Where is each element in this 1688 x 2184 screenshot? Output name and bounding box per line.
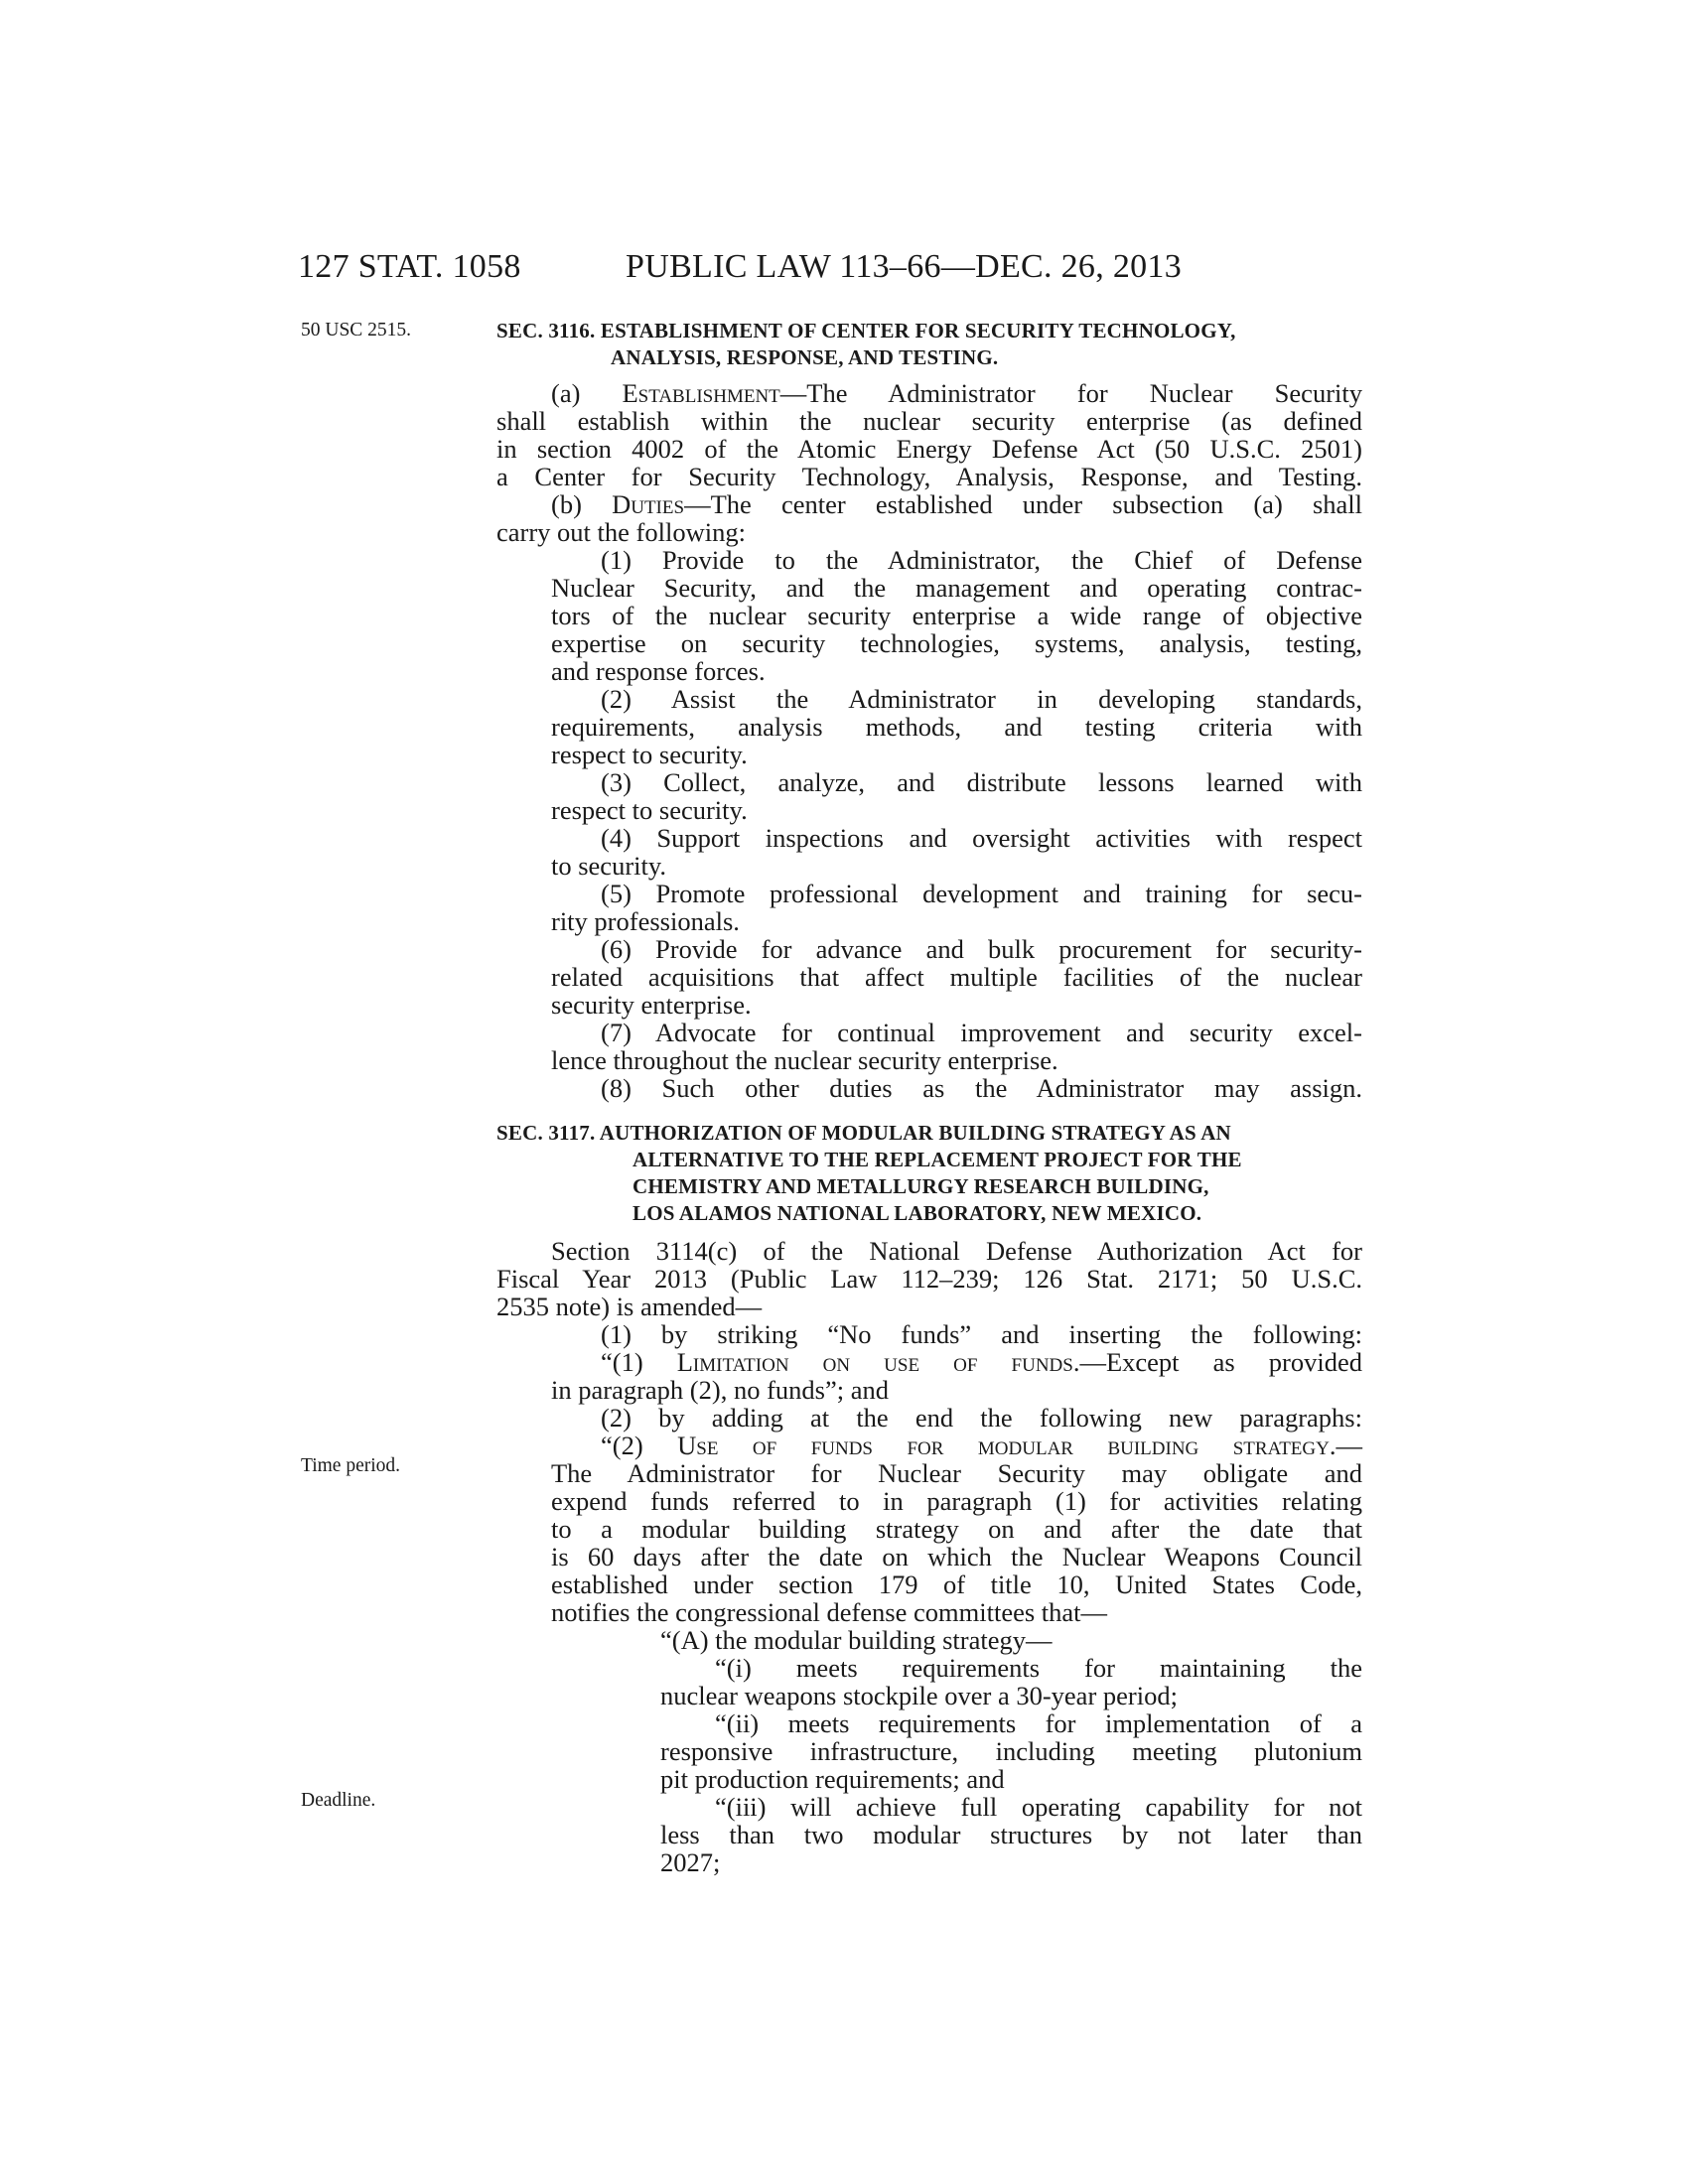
duty-line: (3) Collect, analyze, and distribute lessons learned with (601, 767, 1362, 797)
clause-line: responsive infrastructure, including meeting plutonium (660, 1736, 1362, 1766)
text-run: —The center established under subsection (a) shall (684, 489, 1363, 519)
clause-line: “(ii) meets requirements for implementation of a (715, 1708, 1362, 1738)
text-run: .— (1329, 1431, 1362, 1460)
subsection-prefix: (a) (551, 378, 623, 408)
running-head (298, 248, 1370, 288)
text-run: .—Except as provided (1072, 1347, 1362, 1377)
quoted-paragraph-line (496, 1432, 1362, 1459)
duty-line: (6) Provide for advance and bulk procurement for security- (601, 934, 1362, 964)
subsection-a-line (496, 379, 1362, 407)
clause-line: “(iii) will achieve full operating capability for not (715, 1792, 1362, 1822)
margin-note-usc: 50 USC 2515. (301, 320, 412, 341)
text-line: carry out the following: (496, 517, 746, 547)
duty-line: respect to security. (551, 795, 748, 825)
amendment-line: (2) by adding at the end the following new paragraphs: (601, 1403, 1362, 1433)
margin-note-deadline: Deadline. (301, 1790, 376, 1811)
subparagraph-line: “(A) the modular building strategy— (660, 1625, 1053, 1655)
text-line: Section 3114(c) of the National Defense Authorization Act for (551, 1236, 1362, 1266)
margin-note-time-period: Time period. (301, 1455, 401, 1476)
text-line: established under section 179 of title 10, United States Code, (551, 1570, 1362, 1599)
heading-line: ALTERNATIVE TO THE REPLACEMENT PROJECT FOR THE (633, 1148, 1242, 1171)
page-number: 127 STAT. 1058 (298, 248, 521, 285)
subsection-b-line (496, 490, 1362, 518)
duty-line: requirements, analysis methods, and testing criteria with (551, 712, 1362, 742)
text-line: in section 4002 of the Atomic Energy Defense Act (50 U.S.C. 2501) (496, 434, 1362, 464)
duty-line: (2) Assist the Administrator in developing standards, (601, 684, 1362, 714)
duty-line: respect to security. (551, 740, 748, 769)
text-run: —The Administrator for Nuclear Security (779, 378, 1362, 408)
duty-line: (8) Such other duties as the Administrator may assign. (601, 1073, 1362, 1103)
clause-line: 2027; (660, 1847, 721, 1877)
duty-line: Nuclear Security, and the management and operating contrac- (551, 573, 1362, 603)
amendment-line: in paragraph (2), no funds”; and (551, 1375, 889, 1405)
quoted-caption: Use of funds for modular building strategy (677, 1431, 1330, 1460)
sec-3116-body (496, 379, 1362, 1102)
sec-3117-heading (496, 1120, 1370, 1227)
clause-line: less than two modular structures by not later than (660, 1820, 1362, 1849)
text-line: expend funds referred to in paragraph (1) for activities relating (551, 1486, 1362, 1516)
quoted-prefix: “(2) (601, 1431, 678, 1460)
text-line: is 60 days after the date on which the Nuclear Weapons Council (551, 1542, 1362, 1571)
duty-line: (7) Advocate for continual improvement and security excel- (601, 1018, 1362, 1047)
sec-3116-heading (496, 318, 1370, 371)
subsection-caption: Duties (612, 489, 685, 519)
duty-line: (5) Promote professional development and training for secu- (601, 879, 1362, 908)
clause-line: “(i) meets requirements for maintaining the (715, 1653, 1362, 1683)
heading-line: ANALYSIS, RESPONSE, AND TESTING. (611, 345, 999, 369)
duty-line: (1) Provide to the Administrator, the Chief of Defense (601, 545, 1362, 575)
duty-line: and response forces. (551, 656, 766, 686)
sec-3117-body (496, 1237, 1362, 1876)
quoted-prefix: “(1) (601, 1347, 677, 1377)
quoted-caption: Limitation on use of funds (676, 1347, 1073, 1377)
quoted-paragraph-line (496, 1348, 1362, 1376)
heading-line: SEC. 3117. AUTHORIZATION OF MODULAR BUILDING STRATEGY AS AN (496, 1121, 1231, 1145)
duty-line: security enterprise. (551, 990, 752, 1020)
clause-line: pit production requirements; and (660, 1764, 1005, 1794)
duty-line: related acquisitions that affect multiple facilities of the nuclear (551, 962, 1362, 992)
text-line: The Administrator for Nuclear Security may obligate and (551, 1458, 1362, 1488)
duty-line: expertise on security technologies, systems, analysis, testing, (551, 628, 1362, 658)
subsection-prefix: (b) (551, 489, 613, 519)
text-line: Fiscal Year 2013 (Public Law 112–239; 126 Stat. 2171; 50 U.S.C. (496, 1264, 1362, 1294)
text-line: notifies the congressional defense committees that— (551, 1597, 1108, 1627)
heading-line: SEC. 3116. ESTABLISHMENT OF CENTER FOR SECURITY TECHNOLOGY, (496, 319, 1236, 342)
duty-line: lence throughout the nuclear security enterprise. (551, 1045, 1058, 1075)
text-line: a Center for Security Technology, Analysis, Response, and Testing. (496, 462, 1362, 491)
text-line: 2535 note) is amended— (496, 1292, 763, 1321)
text-line: to a modular building strategy on and after the date that (551, 1514, 1362, 1544)
amendment-line: (1) by striking “No funds” and inserting the following: (601, 1319, 1362, 1349)
heading-line: LOS ALAMOS NATIONAL LABORATORY, NEW MEXICO. (633, 1201, 1202, 1225)
duty-line: tors of the nuclear security enterprise a wide range of objective (551, 601, 1362, 630)
subsection-caption: Establishment (622, 378, 780, 408)
text-line: shall establish within the nuclear security enterprise (as defined (496, 406, 1362, 436)
duty-line: (4) Support inspections and oversight activities with respect (601, 823, 1362, 853)
law-title: PUBLIC LAW 113–66—DEC. 26, 2013 (626, 248, 1183, 285)
duty-line: to security. (551, 851, 667, 881)
heading-line: CHEMISTRY AND METALLURGY RESEARCH BUILDING, (633, 1174, 1209, 1198)
duty-line: rity professionals. (551, 906, 740, 936)
clause-line: nuclear weapons stockpile over a 30-year period; (660, 1681, 1178, 1710)
